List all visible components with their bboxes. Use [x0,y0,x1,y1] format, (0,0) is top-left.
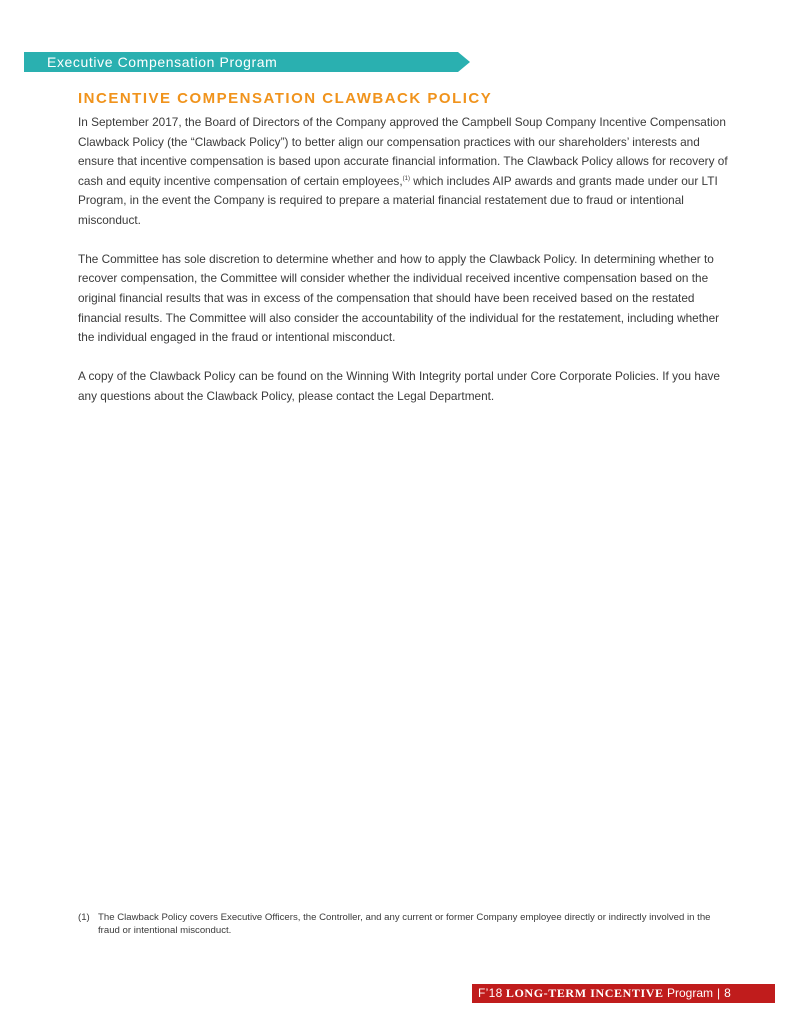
policy-heading: INCENTIVE COMPENSATION CLAWBACK POLICY [78,90,493,107]
footnote [78,911,718,937]
policy-paragraph-3: A copy of the Clawback Policy can be found on the Winning With Integrity portal under Core Corporate Policies. If you have any questions about the Clawback Policy, please contact the Legal Department. [78,368,720,403]
policy-paragraph-1-part1: In September 2017, the Board of Directors of the Company approved the Campbell Soup Company Incentive Compensation Clawback Policy (the “Clawback Policy”) to better align our compensation practices with our shareholders’ interests and ensure that incentive compensation is based upon accurate financial information. The Clawback Policy allows for recovery of cash and equity incentive compensation of certain employees, [78,115,728,188]
section-title: Executive Compensation Program [47,54,278,70]
footer-year: F’18 [478,986,503,1000]
footnote-row [78,911,718,937]
footer-separator: | [717,986,721,1000]
page-footer [472,984,775,1003]
policy-paragraph-2: The Committee has sole discretion to determine whether and how to apply the Clawback Policy. In determining whether to recover compensation, the Committee will consider whether the individual received incentive compensation based on the original financial results that was in excess of the compensation that should have been received based on the restated financial results. The Committee will also consider the accountability of the individual for the restatement, including whether the individual engaged in the fraud or intentional misconduct. [78,251,720,345]
footnote-reference: (1) [402,175,410,182]
footer-program-name: LONG-TERM INCENTIVE [505,986,664,1000]
page-number: 8 [724,986,731,1000]
policy-body [78,113,738,425]
policy-paragraph-1-part2: which includes AIP awards and grants made under our LTI Program, in the event the Company is required to prepare a material financial restatement due to fraud or intentional misconduct. [78,173,718,227]
footnote-marker: (1) [78,912,90,923]
footnote-text: The Clawback Policy covers Executive Officers, the Controller, and any current or former Company employee directly or indirectly involved in the fraud or intentional misconduct. [98,912,711,936]
footer-program-suffix: Program [666,986,713,1000]
policy-paragraph-1 [78,113,738,231]
footer-content [478,984,731,1003]
section-banner [24,52,470,72]
